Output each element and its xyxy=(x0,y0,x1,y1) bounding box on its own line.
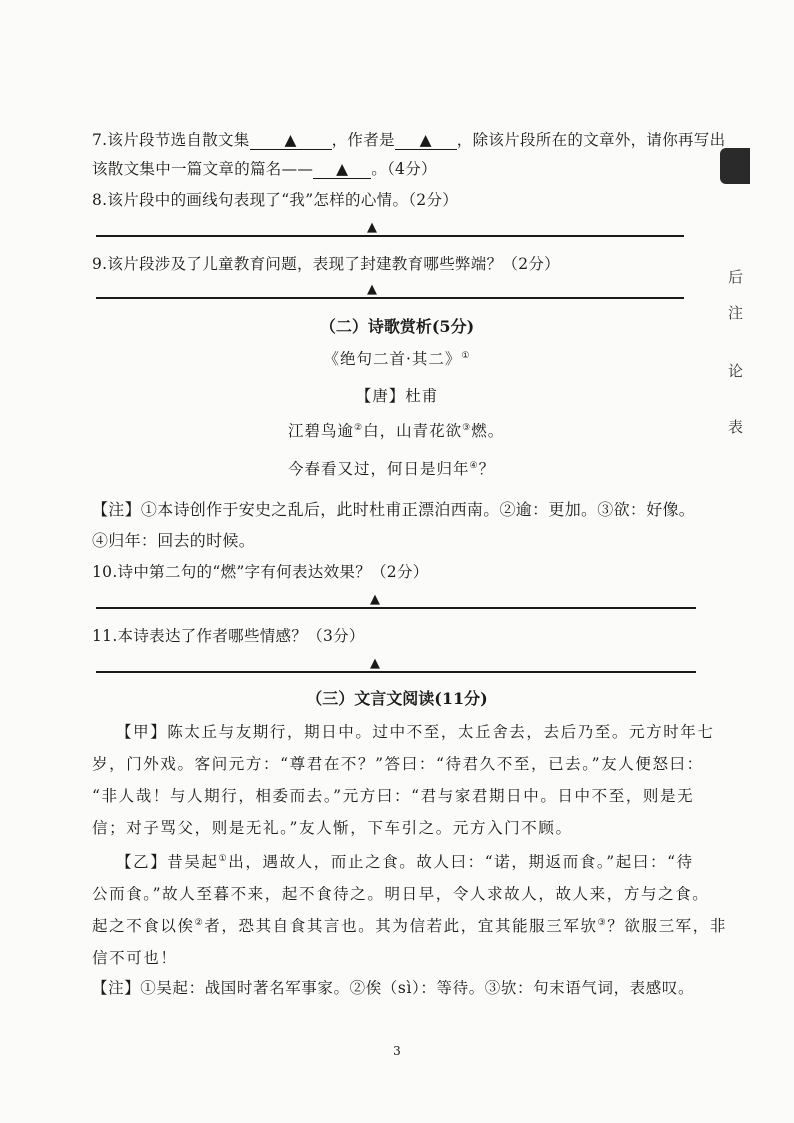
answer-line-10[interactable] xyxy=(96,607,696,609)
question-7-line-1: 7.该片段节选自散文集 ▲ ，作者是 ▲ ，除该片段所在的文章外，请你再写出 xyxy=(92,131,726,149)
answer-marker-9: ▲ xyxy=(367,282,377,297)
poem-title: 《绝句二首·其二》① xyxy=(323,350,471,368)
margin-mark-3: 论 xyxy=(728,362,744,380)
answer-marker-11: ▲ xyxy=(370,656,380,671)
question-11: 11.本诗表达了作者哪些情感？（3分） xyxy=(92,627,365,645)
poem-author: 【唐】杜甫 xyxy=(355,387,439,405)
classical-section-title: （三）文言文阅读(11分) xyxy=(306,689,488,708)
binding-tab xyxy=(720,148,750,184)
classical-annotation: 【注】①吴起：战国时著名军事家。②俟（sì）：等待。③欤：句末语气词，表感叹。 xyxy=(92,979,695,997)
answer-line-9[interactable] xyxy=(96,297,684,299)
question-10: 10.诗中第二句的“燃”字有何表达效果？（2分） xyxy=(92,563,429,581)
answer-line-8[interactable] xyxy=(96,235,684,237)
question-9: 9.该片段涉及了儿童教育问题，表现了封建教育哪些弊端？（2分） xyxy=(92,255,560,273)
answer-blank-2[interactable]: ▲ xyxy=(395,131,457,150)
answer-marker-10: ▲ xyxy=(370,592,380,607)
yi-line-1: 【乙】昔吴起①出，遇故人，而止之食。故人曰：“诺，期返而食。”起曰：“待 xyxy=(116,853,694,871)
margin-mark-4: 表 xyxy=(728,418,744,436)
jia-line-4: 信；对子骂父，则是无礼。”友人惭，下车引之。元方入门不顾。 xyxy=(92,819,573,837)
poem-annotation-1: 【注】①本诗创作于安史之乱后，此时杜甫正漂泊西南。②逾：更加。③欲：好像。 xyxy=(92,500,696,519)
margin-mark-1: 后 xyxy=(728,268,744,286)
page-number: 3 xyxy=(393,1044,401,1058)
poem-annotation-2: ④归年：回去的时候。 xyxy=(92,531,256,550)
answer-blank-3[interactable]: ▲ xyxy=(313,160,371,179)
poem-section-title: （二）诗歌赏析(5分) xyxy=(319,317,475,336)
question-8: 8.该片段中的画线句表现了“我”怎样的心情。（2分） xyxy=(92,191,459,209)
yi-line-3: 起之不食以俟②者，恐其自食其言也。其为信若此，宜其能服三军欤③？欲服三军，非 xyxy=(92,917,727,935)
jia-line-2: 岁，门外戏。客问元方：“尊君在不？”答曰：“待君久不至，已去。”友人便怒曰： xyxy=(92,755,704,773)
jia-line-1: 【甲】陈太丘与友期行，期日中。过中不至，太丘舍去，去后乃至。元方时年七 xyxy=(116,723,715,741)
yi-line-2: 公而食。”故人至暮不来，起不食待之。明日早，令人求故人，故人来，方与之食。 xyxy=(92,885,710,903)
answer-line-11[interactable] xyxy=(96,671,696,673)
poem-line-2: 今春看又过，何日是归年④？ xyxy=(288,460,496,478)
jia-line-3: “非人哉！与人期行，相委而去。”元方曰：“君与家君期日中。日中不至，则是无 xyxy=(92,787,695,805)
yi-line-4: 信不可也！ xyxy=(92,949,178,967)
answer-blank-1[interactable]: ▲ xyxy=(250,131,332,150)
margin-mark-2: 注 xyxy=(728,304,744,322)
poem-line-1: 江碧鸟逾②白，山青花欲③燃。 xyxy=(288,422,505,440)
answer-marker-8: ▲ xyxy=(367,220,377,235)
question-7-line-2: 该散文集中一篇文章的篇名—— ▲ 。（4分） xyxy=(92,160,437,178)
